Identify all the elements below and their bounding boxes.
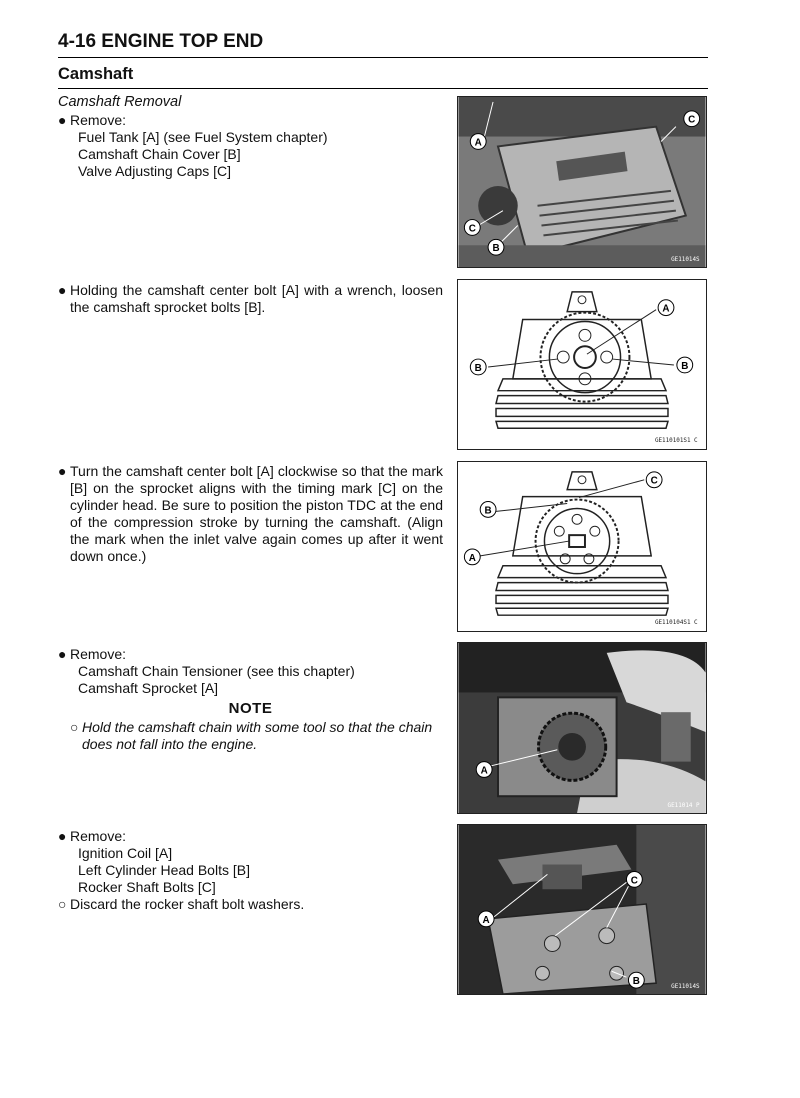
- callout-label: C: [650, 475, 658, 487]
- bullet-icon: ●: [58, 112, 67, 128]
- bullet-line: [58, 112, 443, 129]
- callout-b: [480, 502, 496, 518]
- callout-a: [658, 300, 674, 316]
- callout-label: A: [482, 914, 490, 926]
- callout-b: [470, 359, 486, 375]
- bullet-line: [58, 828, 443, 845]
- step-text: Turn the camshaft center bolt [A] clockwise so that the mark [B] on the sprocket aligns with the timing mark [C] on the cylinder head. Be sure to position the piston TDC at the end of the compression stroke by turning the camshaft. (Align the mark when the inlet valve again comes up after it went down once.): [70, 463, 443, 564]
- circle-line: [58, 896, 443, 913]
- page-header: [58, 30, 708, 89]
- figure-timing-mark-drawing: [457, 461, 707, 632]
- callout-label: A: [474, 137, 482, 149]
- ignition-coil-photo: [458, 825, 706, 994]
- callout-b: [677, 357, 693, 373]
- callout-label: B: [484, 505, 492, 517]
- step-remove-fuel-tank: [58, 94, 443, 180]
- callout-label: A: [468, 552, 476, 564]
- note-body: Hold the camshaft chain with some tool so that the chain does not fall into the engine.: [82, 719, 433, 752]
- step-loosen-sprocket-bolts: [58, 282, 443, 316]
- figure-caption: GE11014S: [671, 984, 700, 991]
- callout-label: B: [632, 976, 640, 988]
- step-action: Remove:: [70, 112, 127, 128]
- list-item: Rocker Shaft Bolts [C]: [78, 879, 216, 895]
- callout-c: [684, 111, 700, 127]
- bullet-icon: ●: [58, 463, 67, 479]
- step-remove-ignition-coil: [58, 828, 443, 913]
- list-item: Left Cylinder Head Bolts [B]: [78, 862, 250, 878]
- chapter-title: 4-16 ENGINE TOP END: [58, 31, 264, 52]
- list-item: Valve Adjusting Caps [C]: [78, 163, 232, 179]
- list-item: Ignition Coil [A]: [78, 845, 173, 861]
- bullet-line: [58, 463, 443, 565]
- callout-label: A: [480, 765, 488, 777]
- callout-c: [464, 220, 480, 236]
- callout-b: [628, 972, 644, 988]
- figure-caption: GE11014S: [671, 256, 700, 264]
- callout-label: A: [662, 303, 670, 315]
- circle-bullet-icon: ○: [70, 719, 79, 735]
- callout-a: [476, 762, 492, 778]
- callout-label: B: [681, 360, 689, 372]
- circle-bullet-icon: ○: [58, 896, 67, 912]
- figure-sprocket-bolts-drawing: [457, 279, 707, 450]
- callout-label: B: [492, 243, 500, 255]
- header-rule: [58, 57, 708, 58]
- step-remove-tensioner: [58, 646, 443, 753]
- bullet-line: [58, 646, 443, 663]
- list-item: Camshaft Chain Tensioner (see this chapter): [78, 663, 355, 679]
- figure-caption: GE110104S1 C: [654, 620, 698, 627]
- list-item: Camshaft Sprocket [A]: [78, 680, 219, 696]
- callout-label: C: [630, 875, 638, 887]
- note-heading: NOTE: [228, 700, 273, 717]
- callout-c: [626, 871, 642, 887]
- engine-cover-photo: [458, 97, 706, 267]
- section-rule: [58, 88, 708, 89]
- callout-label: B: [474, 362, 482, 374]
- sprocket-bolts-drawing: [458, 280, 706, 449]
- callout-a: [470, 134, 486, 150]
- list-item: Camshaft Chain Cover [B]: [78, 146, 241, 162]
- note-text: [58, 719, 443, 753]
- step-text: Holding the camshaft center bolt [A] with a wrench, loosen the camshaft sprocket bolts [B].: [70, 282, 443, 315]
- subsection-title: Camshaft Removal: [58, 94, 182, 110]
- callout-c: [646, 472, 662, 488]
- callout-label: C: [468, 223, 476, 235]
- figure-caption: GE110101S1 C: [654, 438, 698, 445]
- callout-label: C: [688, 114, 696, 126]
- step-align-timing-mark: [58, 463, 443, 565]
- sprocket-removal-photo: [458, 643, 706, 813]
- list-item: Fuel Tank [A] (see Fuel System chapter): [78, 129, 328, 145]
- figure-engine-cover-photo: [457, 96, 707, 268]
- step-action: Remove:: [70, 828, 127, 844]
- step-extra: Discard the rocker shaft bolt washers.: [70, 896, 305, 912]
- bullet-icon: ●: [58, 646, 67, 662]
- callout-a: [478, 911, 494, 927]
- step-action: Remove:: [70, 646, 127, 662]
- figure-ignition-coil-photo: [457, 824, 707, 995]
- callout-b: [488, 239, 504, 255]
- timing-mark-drawing: [458, 462, 706, 631]
- bullet-icon: ●: [58, 282, 67, 298]
- callout-a: [464, 549, 480, 565]
- figure-sprocket-removal-photo: [457, 642, 707, 814]
- bullet-line: [58, 282, 443, 316]
- bullet-icon: ●: [58, 828, 67, 844]
- section-title: Camshaft: [58, 65, 134, 83]
- figure-caption: GE11014 P: [667, 802, 700, 810]
